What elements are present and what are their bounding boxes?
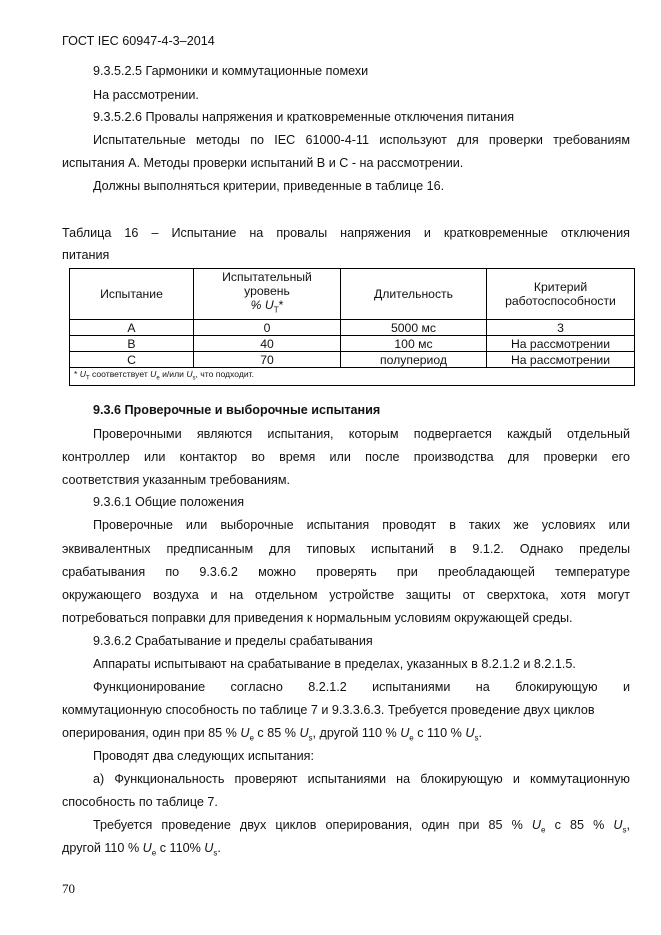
cell-test: C bbox=[70, 352, 194, 368]
paragraph-line: испытания А. Методы проверки испытаний В и С - на рассмотрении. bbox=[62, 156, 464, 170]
paragraph: Аппараты испытывают на срабатывание в пределах, указанных в 8.2.1.2 и 8.2.1.5. bbox=[93, 657, 576, 671]
page-number: 70 bbox=[62, 881, 75, 896]
header-level-sub: T bbox=[273, 305, 279, 315]
cell-duration: 100 мс bbox=[341, 336, 487, 352]
paragraph-line: контроллер или контактор во время или после производства для проверки его bbox=[62, 450, 630, 464]
cell-criteria: На рассмотрении bbox=[487, 336, 635, 352]
footnote-sub: e bbox=[156, 375, 160, 382]
paragraph-line: Испытательные методы по IEC 61000-4-11 используют для проверки требованиям bbox=[93, 133, 630, 147]
header-level-prefix: % U bbox=[250, 298, 274, 313]
footnote-star: * bbox=[74, 369, 80, 379]
text-run: Требуется проведение двух циклов оперирования, один при 85 % bbox=[93, 818, 532, 832]
text-run: другой 110 % bbox=[62, 841, 143, 855]
subscript: s bbox=[213, 848, 218, 858]
header-duration: Длительность bbox=[341, 269, 487, 320]
table-footnote bbox=[70, 368, 635, 386]
section-heading: 9.3.6 Проверочные и выборочные испытания bbox=[93, 403, 381, 417]
text-run: с 110 % bbox=[413, 726, 466, 740]
paragraph-line bbox=[62, 724, 482, 748]
footnote-sub: T bbox=[85, 375, 90, 382]
section-heading: 9.3.6.1 Общие положения bbox=[93, 495, 245, 509]
header-level bbox=[194, 269, 341, 320]
footnote-symbol: U bbox=[79, 369, 86, 379]
paragraph-line: а) Функциональность проверяют испытаниями на блокирующую и коммутационную bbox=[93, 772, 630, 786]
header-criteria-line1: Критерий bbox=[533, 280, 588, 294]
symbol-u: U bbox=[400, 726, 410, 740]
footnote-text: соответствует bbox=[89, 369, 151, 379]
symbol-u: U bbox=[531, 818, 542, 832]
header-level-line1: Испытательный bbox=[222, 270, 312, 285]
symbol-u: U bbox=[142, 841, 152, 855]
text-run: с 85 % bbox=[253, 726, 300, 740]
subscript: s bbox=[308, 733, 313, 743]
paragraph-line bbox=[62, 839, 221, 863]
header-criteria bbox=[487, 269, 635, 320]
paragraph-line bbox=[93, 816, 630, 840]
paragraph-line: Проверочные или выборочные испытания проводят в таких же условиях или bbox=[93, 518, 630, 532]
text-run: оперирования, один при 85 % bbox=[62, 726, 241, 740]
header-level-suffix: * bbox=[278, 298, 284, 313]
paragraph: Должны выполняться критерии, приведенные в таблице 16. bbox=[93, 179, 445, 193]
symbol-u: U bbox=[299, 726, 309, 740]
table-row bbox=[70, 336, 635, 352]
cell-level: 70 bbox=[194, 352, 341, 368]
paragraph-line: срабатывания по 9.3.6.2 можно проверять при преобладающей температуре bbox=[62, 565, 630, 579]
paragraph-line: Проверочными являются испытания, которым подвергается каждый отдельный bbox=[93, 427, 630, 441]
subscript: s bbox=[622, 825, 627, 835]
section-heading: 9.3.6.2 Срабатывание и пределы срабатывания bbox=[93, 634, 373, 648]
paragraph: На рассмотрении. bbox=[93, 88, 199, 102]
paragraph-line: Функционирование согласно 8.2.1.2 испытаниями на блокирующую и bbox=[93, 680, 630, 694]
cell-level: 0 bbox=[194, 320, 341, 336]
footnote-symbol: U bbox=[150, 369, 157, 379]
table-row bbox=[70, 352, 635, 368]
section-heading: 9.3.5.2.5 Гармоники и коммутационные помехи bbox=[93, 64, 369, 78]
header-criteria-line2: работоспособности bbox=[505, 294, 616, 308]
text-run: с 85 % bbox=[545, 818, 614, 832]
symbol-u: U bbox=[240, 726, 250, 740]
footnote-symbol: U bbox=[186, 369, 193, 379]
text-run: . bbox=[217, 841, 221, 855]
table-caption: питания bbox=[62, 248, 110, 262]
text-run: . bbox=[478, 726, 482, 740]
subscript: e bbox=[409, 733, 414, 743]
subscript: e bbox=[249, 733, 254, 743]
table-header-row bbox=[70, 269, 635, 320]
footnote-text: , что подходит. bbox=[195, 369, 255, 379]
table-caption: Таблица 16 – Испытание на провалы напряжения и кратковременные отключения bbox=[62, 226, 630, 240]
header-test: Испытание bbox=[70, 269, 194, 320]
paragraph-line: соответствия указанным требованиям. bbox=[62, 473, 291, 487]
cell-duration: полупериод bbox=[341, 352, 487, 368]
symbol-u: U bbox=[465, 726, 475, 740]
subscript: e bbox=[151, 848, 157, 858]
cell-level: 40 bbox=[194, 336, 341, 352]
cell-test: B bbox=[70, 336, 194, 352]
cell-test: A bbox=[70, 320, 194, 336]
text-run: , bbox=[626, 818, 630, 832]
subscript: e bbox=[541, 825, 546, 835]
footnote-sub: s bbox=[192, 375, 196, 382]
paragraph-line: эквивалентных предписанным для типовых испытаний в 9.1.2. Однако пределы bbox=[62, 542, 630, 556]
paragraph-line: потребоваться поправки для приведения к нормальным условиям окружающей среды. bbox=[62, 611, 573, 625]
symbol-u: U bbox=[613, 818, 623, 832]
table-row bbox=[70, 320, 635, 336]
table-16 bbox=[69, 268, 635, 386]
section-heading: 9.3.5.2.6 Провалы напряжения и кратковременные отключения питания bbox=[93, 110, 515, 124]
text-run: с 110% bbox=[156, 841, 205, 855]
subscript: s bbox=[474, 733, 479, 743]
header-level-line2: уровень bbox=[244, 284, 290, 299]
paragraph-line: коммутационную способность по таблице 7 и 9.3.3.6.3. Требуется проведение двух циклов bbox=[62, 703, 595, 717]
cell-criteria: 3 bbox=[487, 320, 635, 336]
paragraph-line: окружающего воздуха и на отдельном устройстве защиты от сверхтока, хотя могут bbox=[62, 588, 630, 602]
table-footnote-row bbox=[70, 368, 635, 386]
paragraph-line: способность по таблице 7. bbox=[62, 795, 218, 809]
footnote-text: и/или bbox=[159, 369, 187, 379]
document-header: ГОСТ IEC 60947-4-3–2014 bbox=[62, 34, 215, 48]
symbol-u: U bbox=[204, 841, 214, 855]
cell-duration: 5000 мс bbox=[341, 320, 487, 336]
text-run: , другой 110 % bbox=[312, 726, 401, 740]
paragraph: Проводят два следующих испытания: bbox=[93, 749, 314, 763]
cell-criteria: На рассмотрении bbox=[487, 352, 635, 368]
